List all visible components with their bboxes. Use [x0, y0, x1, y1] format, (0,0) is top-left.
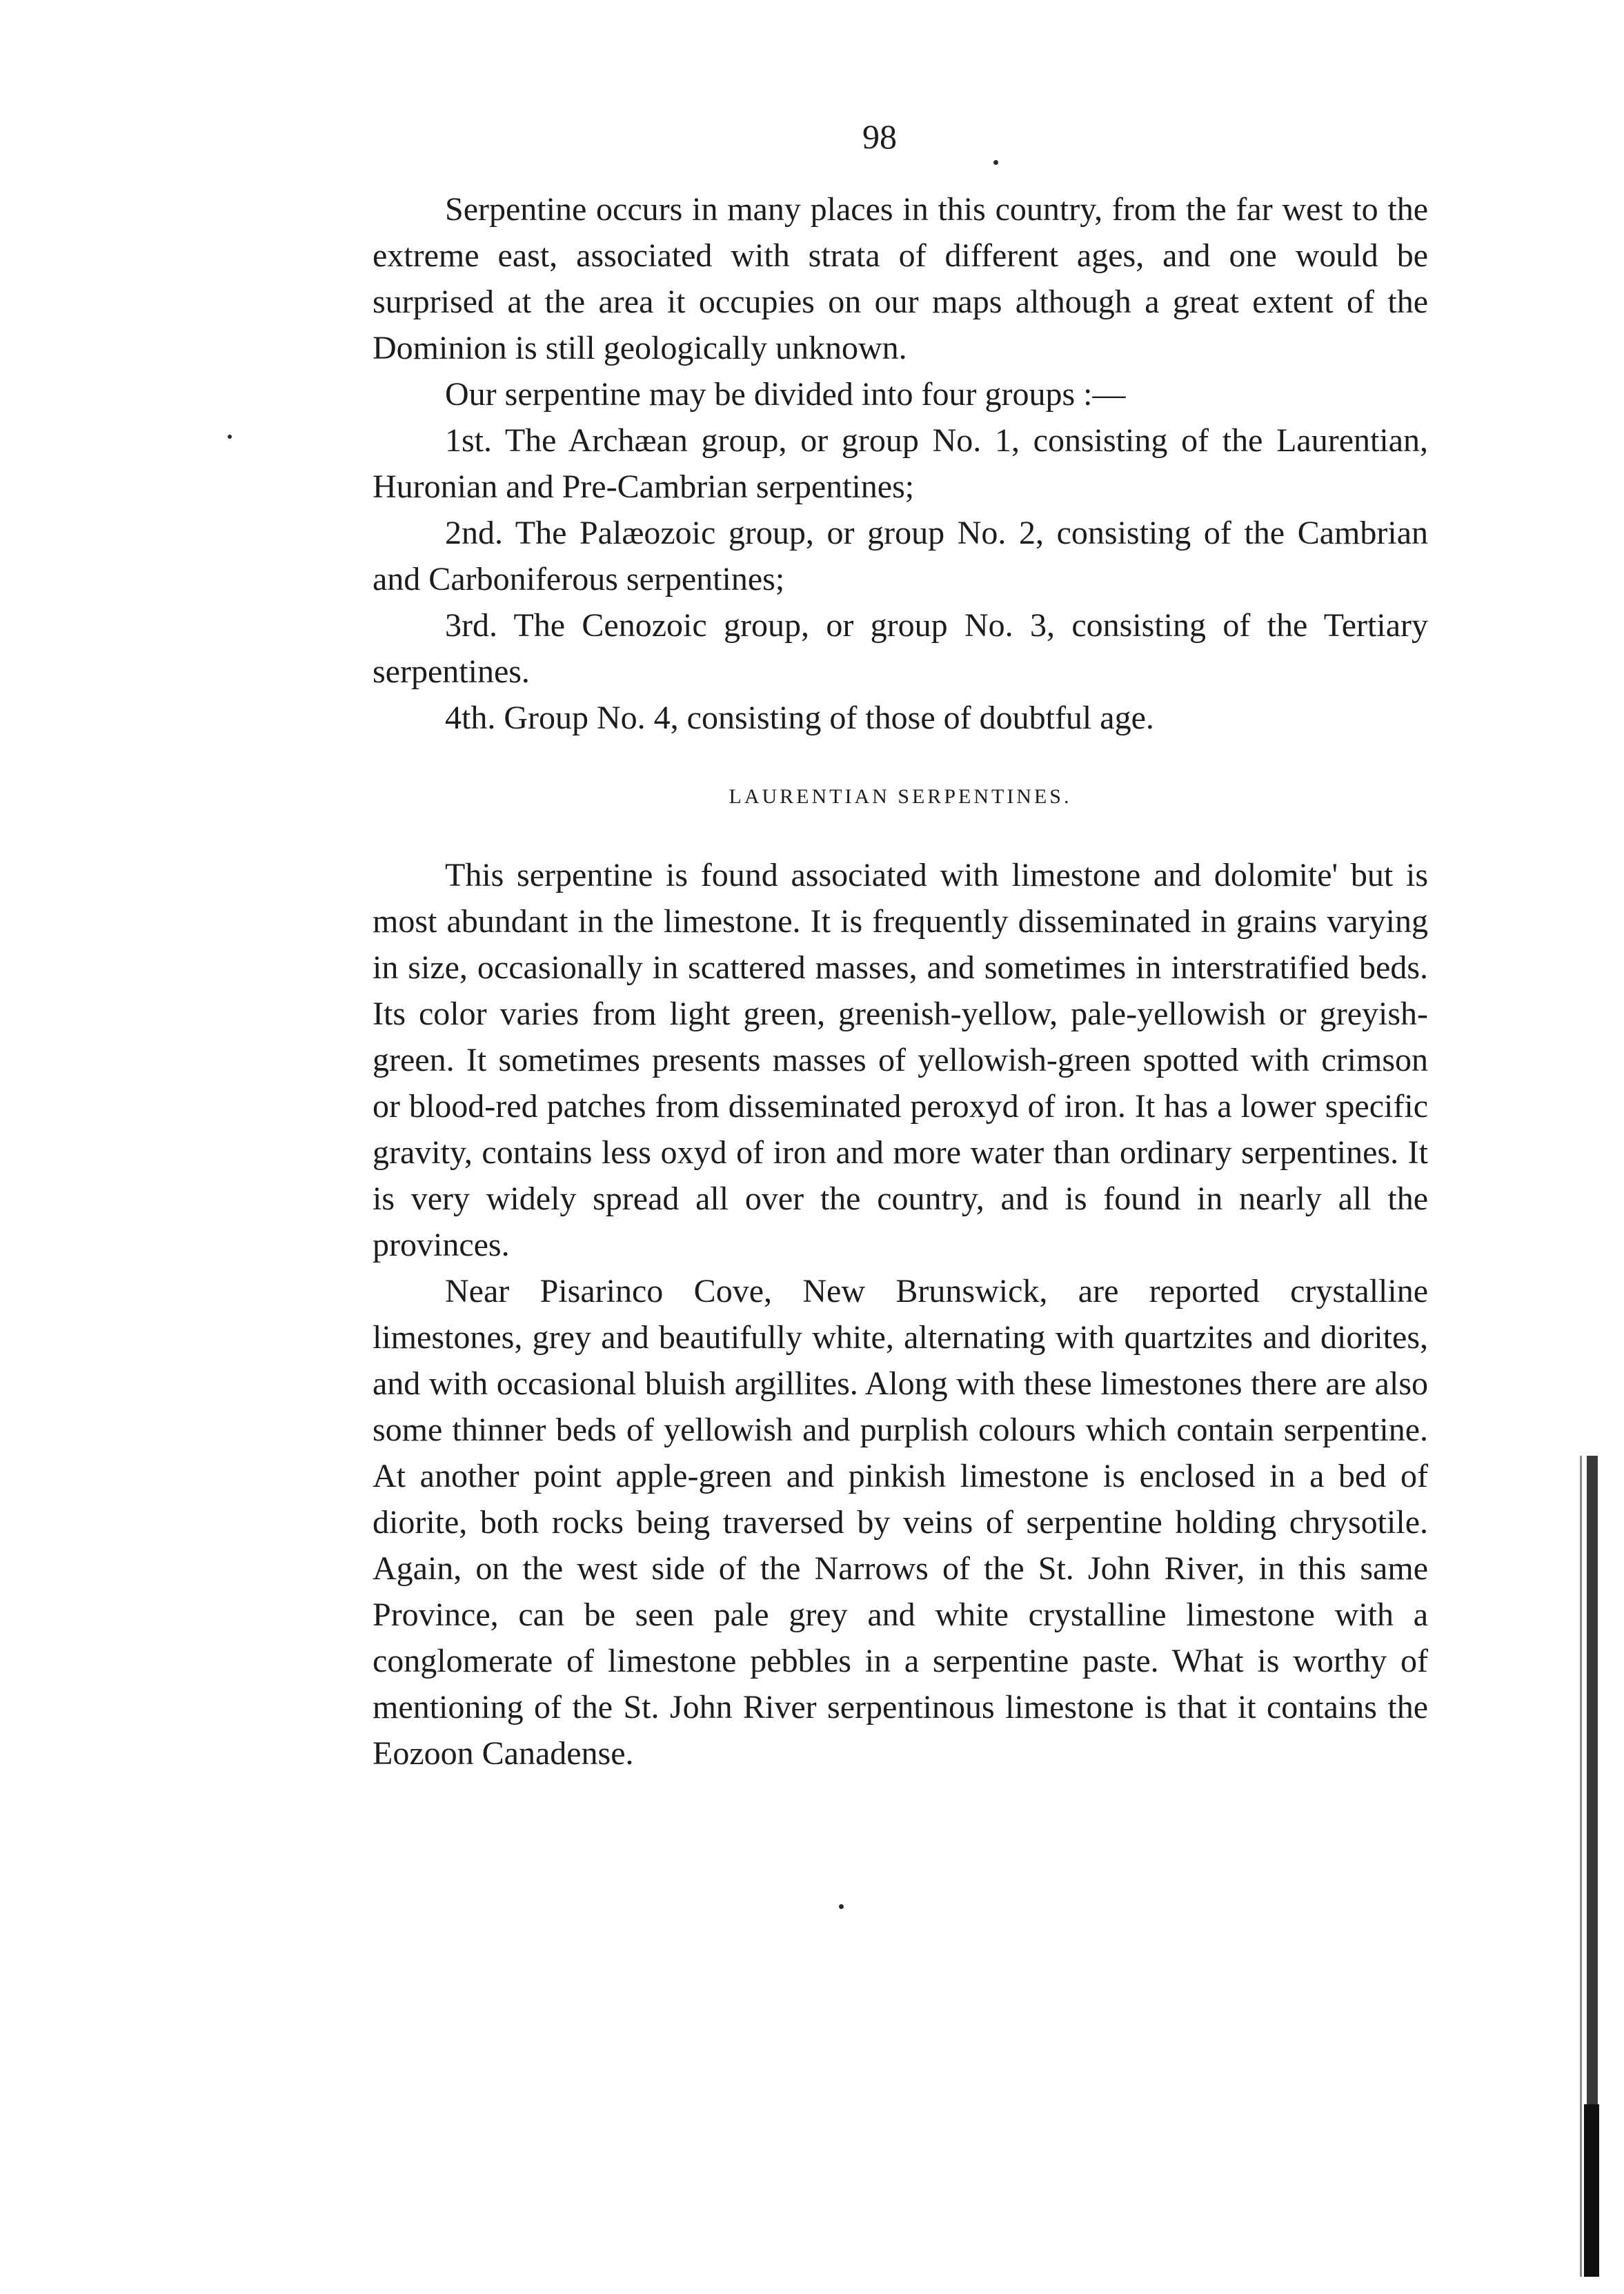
group-item-3: 3rd. The Cenozoic group, or group No. 3, consisting of the Tertiary serpentines.	[373, 607, 1428, 690]
group-item-2: 2nd. The Palæozoic group, or group No. 2, consisting of the Cambrian and Carboniferous serpentines;	[373, 515, 1428, 597]
groups-intro-line: Our serpentine may be divided into four groups :—	[445, 376, 1126, 413]
laurentian-paragraph-1: This serpentine is found associated with limestone and dolomite' but is most abundant in the limestone. It is frequently disseminated in grains varying in size, occasionally in scattered masses, and sometimes in interstratified beds. Its color varies from light green, greenish-yellow, pale-yellowish or greyish-green. It sometimes presents masses of yellowish-green spotted with crimson or blood-red patches from disseminated peroxyd of iron. It has a lower specific gravity, contains less oxyd of iron and more water than ordinary serpentines. It is very widely spread all over the country, and is found in nearly all the provinces.	[373, 857, 1428, 1263]
laurentian-paragraph-2: Near Pisarinco Cove, New Brunswick, are reported crystalline limestones, grey and beautifully white, alternating with quartzites and diorites, and with occasional bluish argillites. Along with these limestones there are also some thinner beds of yellowish and purplish colours which contain serpentine. At another point apple-green and pinkish limestone is enclosed in a bed of diorite, both rocks being traversed by veins of serpentine holding chrysotile. Again, on the west side of the Narrows of the St. John River, in this same Province, can be seen pale grey and white crystalline limestone with a conglomerate of limestone pebbles in a serpentine paste. What is worthy of mentioning of the St. John River serpentinous limestone is that it contains the Eozoon Canadense.	[373, 1273, 1428, 1772]
laurentian-section	[373, 776, 1428, 1777]
group-item-4: 4th. Group No. 4, consisting of those of doubtful age.	[445, 700, 1154, 736]
scan-speck-bottom	[839, 1904, 844, 1909]
scan-speck-top	[993, 160, 998, 165]
intro-section	[373, 186, 1428, 741]
scan-edge-shadow	[1580, 1456, 1582, 2277]
group-item-1: 1st. The Archæan group, or group No. 1, consisting of the Laurentian, Huronian and Pre-Cambrian serpentines;	[373, 422, 1428, 505]
page-number: 98	[862, 117, 897, 156]
intro-paragraph: Serpentine occurs in many places in this country, from the far west to the extreme east, associated with strata of different ages, and one would be surprised at the area it occupies on our maps although a great extent of the Dominion is still geologically unknown.	[373, 191, 1428, 366]
scan-edge-bar-dark	[1584, 2104, 1599, 2277]
scan-speck-left	[228, 435, 232, 439]
section-heading: LAURENTIAN SERPENTINES.	[729, 785, 1072, 808]
